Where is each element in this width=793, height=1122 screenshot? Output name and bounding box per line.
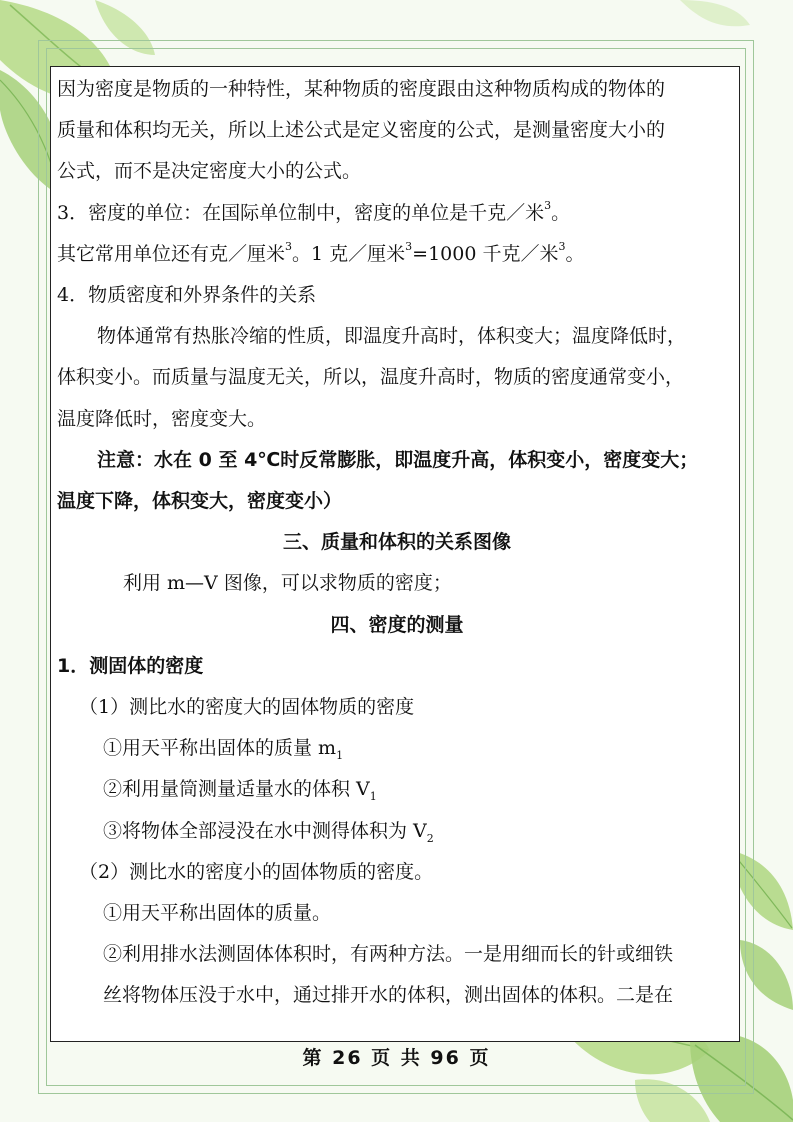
- paragraph-line: 体积变小。而质量与温度无关，所以，温度升高时，物质的密度通常变小，: [57, 366, 685, 389]
- step-item: ③将物体全部浸没在水中测得体积为 $V_2$: [103, 819, 434, 845]
- leaf-top-right-decoration: [660, 0, 793, 40]
- step-item: ②利用量筒测量适量水的体积 $V_1$: [103, 778, 377, 804]
- paragraph-line: 物体通常有热胀冷缩的性质，即温度升高时，体积变大；温度降低时，: [97, 325, 687, 348]
- note-line: 温度下降，体积变大，密度变小）: [57, 490, 343, 513]
- step-heading: （2）测比水的密度小的固体物质的密度。: [79, 860, 434, 883]
- paragraph-line: 温度降低时，密度变大。: [57, 407, 267, 430]
- subheading-solid-density: 1．测固体的密度: [57, 654, 204, 677]
- section-heading-4: 4．物质密度和外界条件的关系: [57, 284, 317, 307]
- paragraph-line: 公式，而不是决定密度大小的公式。: [57, 160, 362, 183]
- other-units-line: 其它常用单位还有克／厘米$^3$。1 克／厘米$^3$=1000 千克／米$^3$。: [57, 240, 585, 265]
- paragraph-line: 利用 m—V 图像，可以求物质的密度；: [123, 572, 452, 595]
- heading-section-4: 四、密度的测量: [330, 613, 464, 636]
- step-item: ②利用排水法测固体体积时，有两种方法。一是用细而长的针或细铁: [103, 943, 674, 966]
- document-body: [57, 69, 737, 1017]
- paragraph-line: 质量和体积均无关，所以上述公式是定义密度的公式，是测量密度大小的: [57, 119, 666, 142]
- page-number-footer: 第 26 页 共 96 页: [302, 1047, 491, 1069]
- note-line: 注意：水在 0 至 4℃时反常膨胀，即温度升高，体积变小，密度变大；: [97, 448, 699, 471]
- density-unit-line: 3．密度的单位：在国际单位制中，密度的单位是千克／米$^3$。: [57, 199, 571, 224]
- heading-section-3: 三、质量和体积的关系图像: [282, 531, 511, 554]
- step-item: ①用天平称出固体的质量 $m_1$: [103, 737, 344, 763]
- step-item: ①用天平称出固体的质量。: [103, 902, 332, 925]
- step-item: 丝将物体压没于水中，通过排开水的体积，测出固体的体积。二是在: [103, 984, 674, 1007]
- document-page: [50, 66, 740, 1042]
- step-heading: （1）测比水的密度大的固体物质的密度: [79, 696, 415, 719]
- paragraph-line: 因为密度是物质的一种特性，某种物质的密度跟由这种物质构成的物体的: [57, 78, 666, 100]
